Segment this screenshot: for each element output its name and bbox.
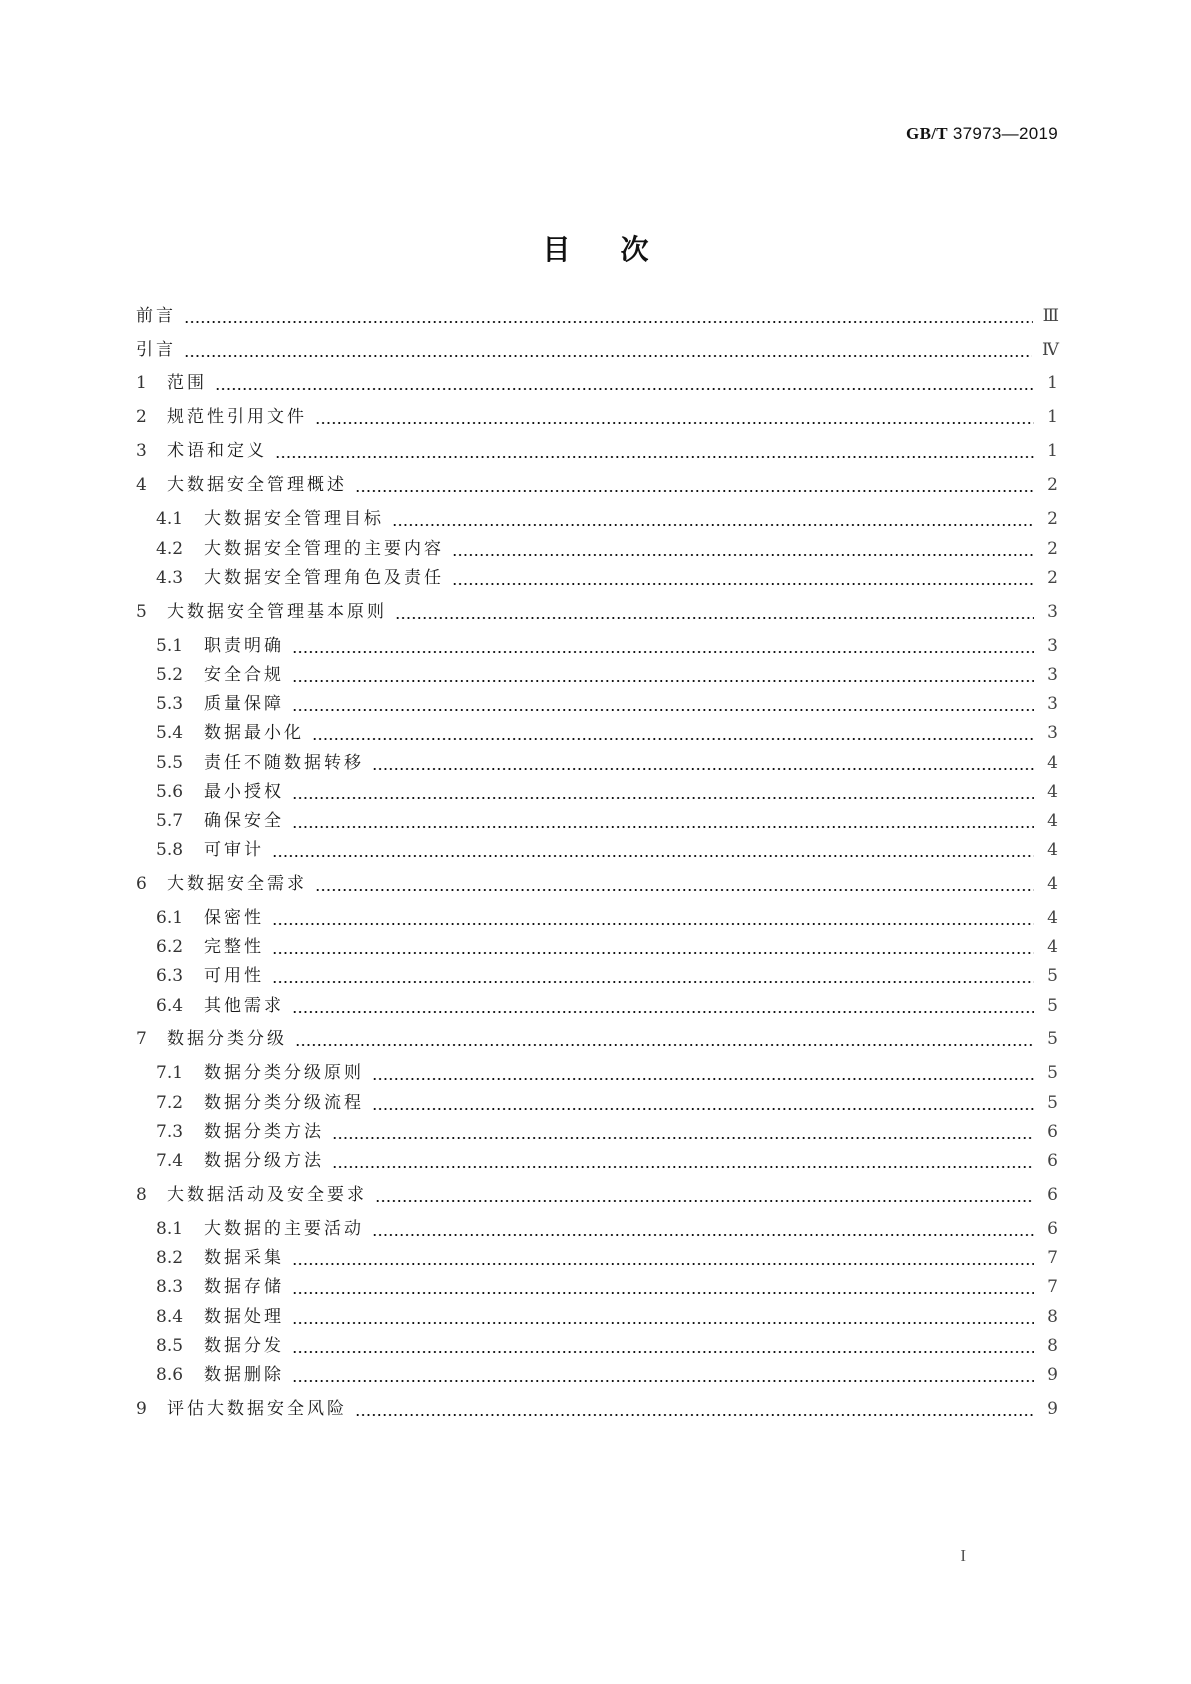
toc-entry[interactable] — [156, 566, 1058, 590]
toc-entry[interactable] — [136, 600, 1058, 624]
toc-entry-page: 6 — [1047, 1122, 1058, 1142]
toc-entry-number: 5.1 — [156, 636, 184, 656]
toc-entry[interactable] — [156, 1120, 1058, 1144]
toc-entry-page: 2 — [1047, 475, 1058, 495]
toc-entry[interactable] — [156, 663, 1058, 687]
toc-entry[interactable] — [136, 405, 1058, 429]
toc-entry[interactable] — [136, 872, 1058, 896]
toc-entry-label: 职责明确 — [204, 636, 284, 656]
toc-entry-label: 大数据安全管理目标 — [204, 509, 384, 529]
toc-entry-label: 大数据活动及安全要求 — [167, 1185, 367, 1205]
dot-leader — [332, 1149, 1034, 1173]
toc-entry[interactable] — [156, 935, 1058, 959]
dot-leader — [375, 1183, 1034, 1207]
toc-entry-label: 数据处理 — [204, 1307, 284, 1327]
toc-entry-page: 7 — [1047, 1248, 1058, 1268]
toc-entry[interactable] — [136, 1027, 1058, 1051]
toc-entry-page: 4 — [1047, 908, 1058, 928]
toc-entry[interactable] — [156, 838, 1058, 862]
toc-entry-label: 评估大数据安全风险 — [167, 1399, 347, 1419]
toc-entry-number: 5.7 — [156, 811, 184, 831]
dot-leader — [372, 751, 1034, 775]
toc-entry-label: 完整性 — [204, 937, 264, 957]
toc-entry-number: 2 — [136, 407, 147, 427]
dot-leader — [184, 338, 1032, 362]
toc-entry-label: 数据分类方法 — [204, 1122, 324, 1142]
toc-entry[interactable] — [156, 1363, 1058, 1387]
toc-entry-page: 4 — [1047, 874, 1058, 894]
toc-entry-number: 5.4 — [156, 723, 184, 743]
toc-entry[interactable] — [136, 371, 1058, 395]
toc-entry-label: 大数据安全需求 — [167, 874, 307, 894]
toc-entry[interactable] — [156, 751, 1058, 775]
toc-entry-page: 1 — [1047, 441, 1058, 461]
dot-leader — [275, 439, 1034, 463]
toc-entry-number: 5.3 — [156, 694, 184, 714]
dot-leader — [292, 634, 1034, 658]
toc-entry-label: 前言 — [136, 306, 176, 326]
toc-entry-page: 5 — [1047, 1093, 1058, 1113]
toc-entry[interactable] — [156, 809, 1058, 833]
dot-leader — [272, 935, 1034, 959]
toc-entry-number: 4 — [136, 475, 147, 495]
toc-entry-number: 6.3 — [156, 966, 184, 986]
dot-leader — [452, 537, 1034, 561]
toc-entry-page: 2 — [1047, 539, 1058, 559]
toc-entry-page: 3 — [1047, 602, 1058, 622]
toc-entry-page: 4 — [1047, 782, 1058, 802]
toc-entry[interactable] — [156, 994, 1058, 1018]
toc-entry-label: 安全合规 — [204, 665, 284, 685]
toc-entry-label: 数据采集 — [204, 1248, 284, 1268]
toc-entry[interactable] — [156, 692, 1058, 716]
toc-entry[interactable] — [136, 439, 1058, 463]
dot-leader — [292, 994, 1034, 1018]
toc-entry[interactable] — [156, 1305, 1058, 1329]
dot-leader — [272, 838, 1034, 862]
toc-entry-label: 大数据安全管理概述 — [167, 475, 347, 495]
toc-entry[interactable] — [136, 1183, 1058, 1207]
toc-entry-number: 5.6 — [156, 782, 184, 802]
toc-entry-label: 其他需求 — [204, 996, 284, 1016]
toc-entry-page: 4 — [1047, 840, 1058, 860]
toc-entry-label: 保密性 — [204, 908, 264, 928]
toc-entry-number: 4.2 — [156, 539, 184, 559]
toc-entry-page: 1 — [1047, 373, 1058, 393]
toc-entry[interactable] — [156, 634, 1058, 658]
toc-entry-number: 7.1 — [156, 1063, 184, 1083]
toc-entry-label: 数据存储 — [204, 1277, 284, 1297]
toc-entry-page: 3 — [1047, 694, 1058, 714]
toc-entry-number: 7.4 — [156, 1151, 184, 1171]
toc-entry-number: 9 — [136, 1399, 147, 1419]
toc-entry-label: 数据分类分级流程 — [204, 1093, 364, 1113]
toc-entry-number: 4.1 — [156, 509, 184, 529]
toc-entry-number: 5.8 — [156, 840, 184, 860]
toc-entry-number: 1 — [136, 373, 147, 393]
toc-entry-number: 8.3 — [156, 1277, 184, 1297]
toc-entry-page: 5 — [1047, 996, 1058, 1016]
toc-entry-number: 5.2 — [156, 665, 184, 685]
toc-entry-number: 5 — [136, 602, 147, 622]
toc-entry-label: 大数据的主要活动 — [204, 1219, 364, 1239]
toc-entry-page: 3 — [1047, 636, 1058, 656]
toc-entry-label: 数据删除 — [204, 1365, 284, 1385]
dot-leader — [292, 663, 1034, 687]
toc-entry-number: 8.5 — [156, 1336, 184, 1356]
standard-number — [906, 124, 1058, 144]
toc-entry[interactable] — [156, 721, 1058, 745]
toc-entry-label: 确保安全 — [204, 811, 284, 831]
dot-leader — [215, 371, 1034, 395]
toc-entry[interactable] — [156, 1334, 1058, 1358]
toc-entry-page: Ⅳ — [1042, 340, 1058, 359]
toc-entry[interactable] — [156, 1275, 1058, 1299]
toc-entry-page: 9 — [1047, 1365, 1058, 1385]
toc-entry-label: 数据分类分级 — [167, 1029, 287, 1049]
dot-leader — [372, 1217, 1034, 1241]
standard-prefix: GB/T — [906, 124, 948, 143]
toc-entry-label: 大数据安全管理的主要内容 — [204, 539, 444, 559]
dot-leader — [292, 1363, 1034, 1387]
dot-leader — [452, 566, 1034, 590]
toc-entry-page: Ⅲ — [1042, 306, 1058, 325]
toc-entry[interactable] — [136, 1397, 1058, 1421]
dot-leader — [292, 1305, 1034, 1329]
dot-leader — [272, 964, 1034, 988]
toc-entry-number: 6.2 — [156, 937, 184, 957]
toc-entry-number: 8.6 — [156, 1365, 184, 1385]
toc-entry-page: 4 — [1047, 937, 1058, 957]
toc-entry-page: 6 — [1047, 1185, 1058, 1205]
toc-entry[interactable] — [156, 1217, 1058, 1241]
toc-entry-page: 4 — [1047, 753, 1058, 773]
toc-entry-page: 7 — [1047, 1277, 1058, 1297]
dot-leader — [332, 1120, 1034, 1144]
toc-entry-number: 7.3 — [156, 1122, 184, 1142]
toc-entry-label: 数据分发 — [204, 1336, 284, 1356]
toc-entry-page: 4 — [1047, 811, 1058, 831]
toc-entry[interactable] — [156, 1246, 1058, 1270]
toc-entry-label: 可审计 — [204, 840, 264, 860]
toc-entry-page: 3 — [1047, 665, 1058, 685]
toc-entry-number: 8.4 — [156, 1307, 184, 1327]
toc-entry-label: 数据最小化 — [204, 723, 304, 743]
toc-entry-number: 8 — [136, 1185, 147, 1205]
toc-entry-label: 质量保障 — [204, 694, 284, 714]
toc-entry-number: 3 — [136, 441, 147, 461]
toc-entry-number: 6.1 — [156, 908, 184, 928]
toc-entry-number: 7 — [136, 1029, 147, 1049]
toc-entry-page: 5 — [1047, 1063, 1058, 1083]
toc-entry[interactable] — [156, 537, 1058, 561]
toc-entry-label: 数据分级方法 — [204, 1151, 324, 1171]
toc-entry-label: 规范性引用文件 — [167, 407, 307, 427]
toc-entry-label: 大数据安全管理基本原则 — [167, 602, 387, 622]
toc-entry-page: 5 — [1047, 966, 1058, 986]
dot-leader — [392, 507, 1034, 531]
dot-leader — [355, 473, 1034, 497]
toc-entry-page: 6 — [1047, 1219, 1058, 1239]
toc-entry[interactable] — [136, 304, 1058, 328]
toc-entry[interactable] — [156, 780, 1058, 804]
page-title: 目次 — [542, 233, 699, 266]
dot-leader — [292, 1246, 1034, 1270]
toc-entry-number: 7.2 — [156, 1093, 184, 1113]
toc-entry-number: 4.3 — [156, 568, 184, 588]
dot-leader — [292, 692, 1034, 716]
toc-entry-page: 8 — [1047, 1307, 1058, 1327]
toc-entry-label: 责任不随数据转移 — [204, 753, 364, 773]
dot-leader — [295, 1027, 1034, 1051]
toc-entry[interactable] — [136, 338, 1058, 362]
toc-entry-page: 9 — [1047, 1399, 1058, 1419]
toc-entry-number: 5.5 — [156, 753, 184, 773]
toc-entry-page: 2 — [1047, 509, 1058, 529]
toc-entry[interactable] — [156, 906, 1058, 930]
toc-entry-number: 6 — [136, 874, 147, 894]
page-folio: I — [960, 1546, 966, 1565]
toc-entry[interactable] — [156, 1091, 1058, 1115]
dot-leader — [292, 1334, 1034, 1358]
dot-leader — [292, 1275, 1034, 1299]
dot-leader — [372, 1091, 1034, 1115]
toc-entry-page: 8 — [1047, 1336, 1058, 1356]
dot-leader — [292, 780, 1034, 804]
toc-entry-label: 可用性 — [204, 966, 264, 986]
dot-leader — [315, 872, 1034, 896]
toc-entry[interactable] — [136, 473, 1058, 497]
toc-entry-label: 大数据安全管理角色及责任 — [204, 568, 444, 588]
dot-leader — [355, 1397, 1034, 1421]
toc-entry[interactable] — [156, 507, 1058, 531]
dot-leader — [315, 405, 1034, 429]
toc-entry-label: 范围 — [167, 373, 207, 393]
dot-leader — [372, 1061, 1034, 1085]
standard-code: 37973—2019 — [952, 124, 1058, 143]
toc-entry-page: 3 — [1047, 723, 1058, 743]
dot-leader — [272, 906, 1034, 930]
dot-leader — [395, 600, 1034, 624]
dot-leader — [292, 809, 1034, 833]
dot-leader — [184, 304, 1033, 328]
toc-entry-label: 数据分类分级原则 — [204, 1063, 364, 1083]
toc-entry[interactable] — [156, 964, 1058, 988]
toc-entry[interactable] — [156, 1149, 1058, 1173]
toc-entry-label: 术语和定义 — [167, 441, 267, 461]
toc-entry-page: 1 — [1047, 407, 1058, 427]
toc-entry-number: 8.1 — [156, 1219, 184, 1239]
toc-entry-number: 6.4 — [156, 996, 184, 1016]
dot-leader — [312, 721, 1034, 745]
toc-entry-number: 8.2 — [156, 1248, 184, 1268]
toc-entry[interactable] — [156, 1061, 1058, 1085]
toc-entry-label: 最小授权 — [204, 782, 284, 802]
toc-entry-page: 6 — [1047, 1151, 1058, 1171]
toc-entry-page: 2 — [1047, 568, 1058, 588]
toc-entry-page: 5 — [1047, 1029, 1058, 1049]
toc-entry-label: 引言 — [136, 340, 176, 360]
